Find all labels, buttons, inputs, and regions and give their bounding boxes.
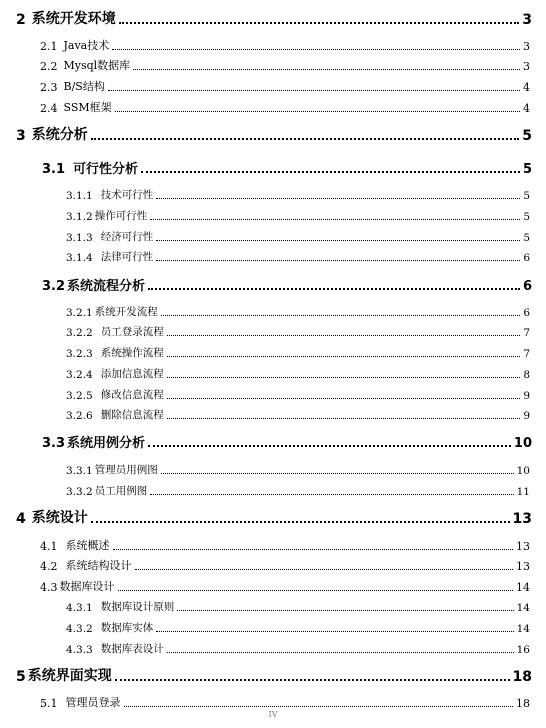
toc-page: 6 xyxy=(523,307,530,319)
toc-entry[interactable] xyxy=(66,230,530,244)
toc-entry[interactable] xyxy=(16,126,532,144)
toc-title: B/S结构 xyxy=(63,80,105,93)
toc-title: 数据库实体 xyxy=(100,622,154,634)
dot-leader xyxy=(141,171,520,173)
toc-entry[interactable] xyxy=(40,39,530,53)
toc-title: 数据库设计原则 xyxy=(100,601,175,613)
toc-page: 13 xyxy=(516,540,530,553)
toc-number: 2.3 xyxy=(40,81,58,94)
toc-title: 经济可行性 xyxy=(100,231,154,243)
toc-number: 3.1.2 xyxy=(66,211,93,223)
toc-entry[interactable] xyxy=(66,484,530,498)
toc-entry[interactable] xyxy=(40,80,530,94)
dot-leader xyxy=(148,288,520,290)
toc-number: 2.1 xyxy=(40,40,58,53)
toc-page: 11 xyxy=(516,486,530,498)
toc-page: 3 xyxy=(523,60,530,73)
toc-number: 4.1 xyxy=(40,540,58,553)
toc-page: 9 xyxy=(523,410,530,422)
toc-page: 5 xyxy=(522,162,532,177)
toc-entry[interactable] xyxy=(66,305,530,319)
dot-leader xyxy=(115,679,510,681)
toc-title: Java技术 xyxy=(63,39,110,52)
toc-page: 5 xyxy=(523,190,530,202)
toc-page: 13 xyxy=(516,560,530,573)
dot-leader xyxy=(156,260,520,261)
dot-leader xyxy=(118,590,514,591)
toc-page: 10 xyxy=(513,436,532,451)
dot-leader xyxy=(91,521,510,523)
toc-page: 5 xyxy=(523,211,530,223)
toc-entry[interactable] xyxy=(66,600,530,614)
toc-entry[interactable] xyxy=(66,188,530,202)
toc-number: 3.3.1 xyxy=(66,465,93,477)
toc-number: 3.1.1 xyxy=(66,190,93,202)
toc-title: 系统开发流程 xyxy=(94,306,158,318)
toc-number: 3.1.4 xyxy=(66,252,93,264)
dot-leader xyxy=(112,49,520,50)
toc-title: 系统流程分析 xyxy=(67,279,146,294)
toc-title: 系统概述 xyxy=(65,539,110,552)
toc-title: 系统界面实现 xyxy=(27,668,112,684)
dot-leader xyxy=(161,473,514,474)
toc-entry[interactable] xyxy=(42,160,532,177)
toc-number: 4.2 xyxy=(40,560,58,573)
toc-entry[interactable] xyxy=(16,10,532,28)
toc-page: 10 xyxy=(516,465,530,477)
toc-entry[interactable] xyxy=(40,101,530,115)
dot-leader xyxy=(119,22,520,24)
toc-entry[interactable] xyxy=(66,346,530,360)
toc-page: 5 xyxy=(523,232,530,244)
toc-number: 3.2.4 xyxy=(66,369,93,381)
toc-number: 3.2.1 xyxy=(66,307,93,319)
toc-number: 4.3.3 xyxy=(66,644,93,656)
toc-title: 系统结构设计 xyxy=(65,559,132,572)
toc-entry[interactable] xyxy=(66,408,530,422)
toc-title: Mysql数据库 xyxy=(63,59,131,72)
toc-entry[interactable] xyxy=(66,463,530,477)
toc-number: 3.1 xyxy=(42,162,66,177)
dot-leader xyxy=(167,652,514,653)
toc-page: 6 xyxy=(523,252,530,264)
toc-title: 管理员用例图 xyxy=(94,464,158,476)
toc-entry[interactable] xyxy=(66,209,530,223)
dot-leader xyxy=(161,315,521,316)
dot-leader xyxy=(156,198,520,199)
toc-title: 删除信息流程 xyxy=(100,409,164,421)
dot-leader xyxy=(167,398,521,399)
dot-leader xyxy=(135,569,514,570)
toc-number: 5.1 xyxy=(40,697,58,710)
dot-leader xyxy=(156,631,513,632)
dot-leader xyxy=(150,494,513,495)
toc-entry[interactable] xyxy=(40,59,530,73)
toc-entry[interactable] xyxy=(66,388,530,402)
toc-number: 3.2.2 xyxy=(66,327,93,339)
dot-leader xyxy=(150,219,520,220)
toc-title: 法律可行性 xyxy=(100,251,154,263)
toc-page: 4 xyxy=(523,102,530,115)
dot-leader xyxy=(91,138,520,140)
toc-page: 14 xyxy=(516,602,530,614)
toc-title: 系统开发环境 xyxy=(31,11,116,27)
dot-leader xyxy=(124,706,514,707)
toc-entry[interactable] xyxy=(66,367,530,381)
dot-leader xyxy=(108,90,520,91)
dot-leader xyxy=(115,111,520,112)
dot-leader xyxy=(167,377,521,378)
dot-leader xyxy=(156,240,520,241)
toc-number: 3.2.6 xyxy=(66,410,93,422)
dot-leader xyxy=(167,356,521,357)
toc-title: SSM框架 xyxy=(63,101,112,114)
toc-page: 6 xyxy=(522,279,532,294)
toc-page: 3 xyxy=(522,12,532,28)
toc-entry[interactable] xyxy=(16,667,532,685)
toc-number: 4.3.1 xyxy=(66,602,93,614)
toc-page: 5 xyxy=(522,128,532,144)
dot-leader xyxy=(167,335,521,336)
dot-leader xyxy=(113,549,514,550)
toc-title: 技术可行性 xyxy=(100,189,154,201)
toc-entry[interactable] xyxy=(42,434,532,451)
toc-number: 3 xyxy=(16,128,26,144)
page-number-footer: IV xyxy=(268,710,278,719)
toc-page: 8 xyxy=(523,369,530,381)
toc-number: 4 xyxy=(16,511,26,527)
dot-leader xyxy=(148,445,511,447)
toc-number: 3.1.3 xyxy=(66,232,93,244)
toc-page: 14 xyxy=(516,581,530,594)
toc-page: 18 xyxy=(512,669,532,685)
toc-title: 修改信息流程 xyxy=(100,389,164,401)
toc-title: 数据库设计 xyxy=(59,580,115,593)
toc-title: 系统设计 xyxy=(31,510,88,526)
toc-page: 7 xyxy=(523,327,530,339)
toc-title: 添加信息流程 xyxy=(100,368,164,380)
toc-title: 数据库表设计 xyxy=(100,643,164,655)
toc-page: 4 xyxy=(523,81,530,94)
toc-title: 员工登录流程 xyxy=(100,326,164,338)
toc-entry[interactable] xyxy=(40,696,530,710)
toc-title: 系统操作流程 xyxy=(100,347,164,359)
toc-number: 3.2.5 xyxy=(66,390,93,402)
toc-title: 员工用例图 xyxy=(94,485,148,497)
toc-page: 9 xyxy=(523,390,530,402)
toc-number: 3.3 xyxy=(42,436,66,451)
dot-leader xyxy=(167,418,521,419)
toc-number: 2.2 xyxy=(40,60,58,73)
toc-page: 14 xyxy=(516,623,530,635)
toc-entry[interactable] xyxy=(16,509,532,527)
toc-entry[interactable] xyxy=(66,325,530,339)
toc-page: 3 xyxy=(523,40,530,53)
toc-page: 18 xyxy=(516,697,530,710)
toc-page: 7 xyxy=(523,348,530,360)
toc-number: 4.3.2 xyxy=(66,623,93,635)
toc-number: 5 xyxy=(16,669,26,685)
toc-title: 系统用例分析 xyxy=(67,436,146,451)
toc-entry[interactable] xyxy=(40,539,530,553)
toc-entry[interactable] xyxy=(42,277,532,294)
toc-entry[interactable] xyxy=(66,621,530,635)
toc-entry[interactable] xyxy=(66,642,530,656)
dot-leader xyxy=(133,69,520,70)
toc-title: 管理员登录 xyxy=(65,696,121,709)
toc-number: 3.3.2 xyxy=(66,486,93,498)
toc-entry[interactable] xyxy=(40,580,530,594)
dot-leader xyxy=(177,610,513,611)
toc-entry[interactable] xyxy=(66,250,530,264)
toc-entry[interactable] xyxy=(40,559,530,573)
toc-number: 3.2 xyxy=(42,279,66,294)
toc-number: 3.2.3 xyxy=(66,348,93,360)
toc-number: 4.3 xyxy=(40,581,58,594)
toc-number: 2 xyxy=(16,12,26,28)
toc-title: 操作可行性 xyxy=(94,210,148,222)
toc-title: 可行性分析 xyxy=(73,162,139,177)
toc-page: 13 xyxy=(512,511,532,527)
toc-title: 系统分析 xyxy=(31,127,88,143)
toc-page: 16 xyxy=(516,644,530,656)
toc-number: 2.4 xyxy=(40,102,58,115)
